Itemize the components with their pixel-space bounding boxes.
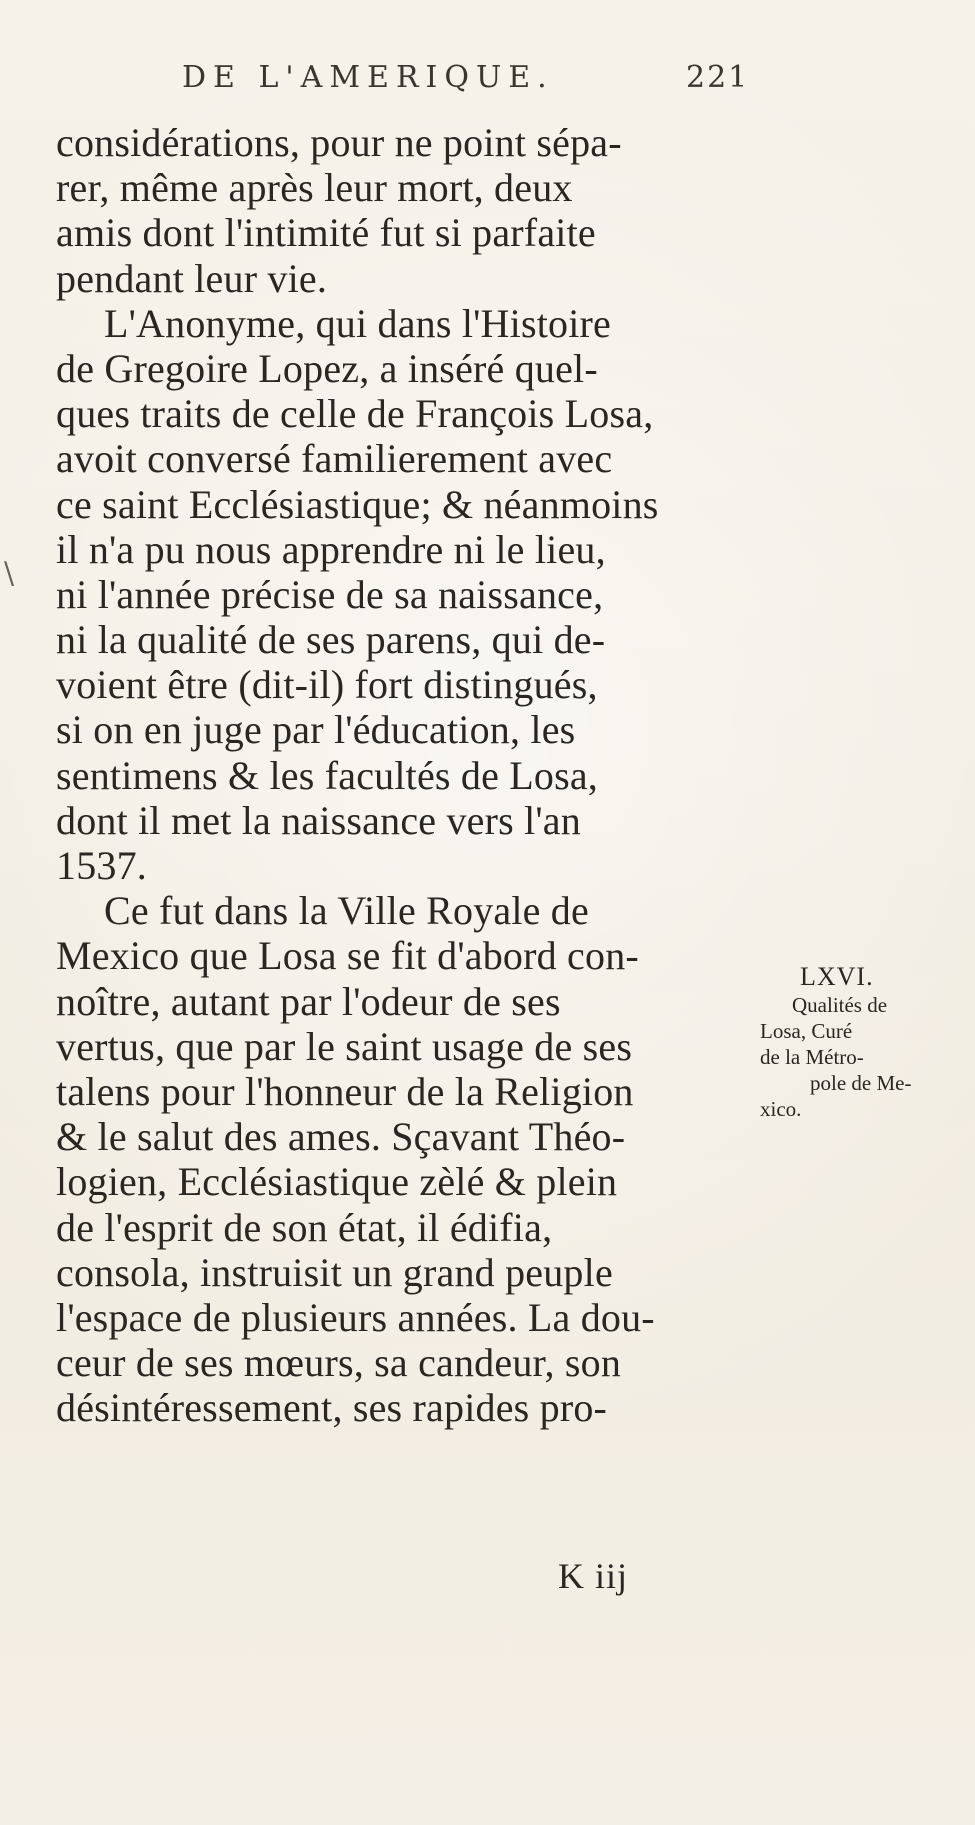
margin-note-line: de la Métro- — [760, 1045, 864, 1069]
text-line: pendant leur vie. — [56, 255, 328, 301]
text-line: noître, autant par l'odeur de ses — [56, 978, 561, 1024]
page-number: 221 — [686, 60, 750, 95]
margin-note-line: xico. — [760, 1097, 802, 1121]
text-line: considérations, pour ne point sépa- — [56, 120, 622, 165]
margin-ink-mark: \ — [4, 556, 15, 591]
margin-note-number: LXVI. — [800, 962, 874, 991]
text-line: si on en juge par l'éducation, les — [56, 707, 576, 753]
text-line: de Gregoire Lopez, a inséré quel- — [56, 345, 598, 391]
text-line: 1537. — [56, 843, 147, 888]
text-line: de l'esprit de son état, il édifia, — [56, 1204, 553, 1250]
text-line: Mexico que Losa se fit d'abord con- — [56, 933, 639, 979]
text-line: désintéressement, ses rapides pro- — [56, 1385, 608, 1431]
text-line: voient être (dit-il) fort distingués, — [56, 662, 598, 708]
text-line: vertus, que par le saint usage de ses — [56, 1023, 633, 1069]
text-line: consola, instruisit un grand peuple — [56, 1249, 613, 1295]
margin-note-line: Losa, Curé — [760, 1019, 853, 1043]
text-line: & le salut des ames. Sçavant Théo- — [56, 1114, 626, 1160]
text-line: ques traits de celle de François Losa, — [56, 391, 654, 437]
text-line: avoit conversé familierement avec — [56, 436, 613, 482]
text-line: l'espace de plusieurs années. La dou- — [56, 1294, 655, 1340]
text-line: logien, Ecclésiastique zèlé & plein — [56, 1159, 618, 1205]
paragraph-start-line: Ce fut dans la Ville Royale de — [104, 888, 589, 934]
text-line: dont il met la naissance vers l'an — [56, 797, 581, 843]
text-line: talens pour l'honneur de la Religion — [56, 1068, 634, 1114]
margin-note — [760, 962, 970, 1122]
text-line: rer, même après leur mort, deux — [56, 165, 573, 211]
text-line: ni l'année précise de sa naissance, — [56, 571, 604, 617]
body-text — [56, 120, 756, 1430]
text-line: amis dont l'intimité fut si parfaite — [56, 210, 596, 256]
text-line: il n'a pu nous apprendre ni le lieu, — [56, 526, 606, 572]
text-line: ceur de ses mœurs, sa candeur, son — [56, 1340, 622, 1386]
signature-mark: K iij — [558, 1556, 629, 1596]
paragraph-start-line: L'Anonyme, qui dans l'Histoire — [104, 300, 612, 346]
text-line: ni la qualité de ses parens, qui de- — [56, 617, 606, 663]
margin-note-line: Qualités de — [792, 993, 888, 1017]
text-line: ce saint Ecclésiastique; & néanmoins — [56, 481, 659, 527]
margin-note-line: pole de Me- — [810, 1071, 912, 1095]
running-head: DE L'AMERIQUE. — [182, 60, 554, 95]
text-line: sentimens & les facultés de Losa, — [56, 752, 599, 798]
